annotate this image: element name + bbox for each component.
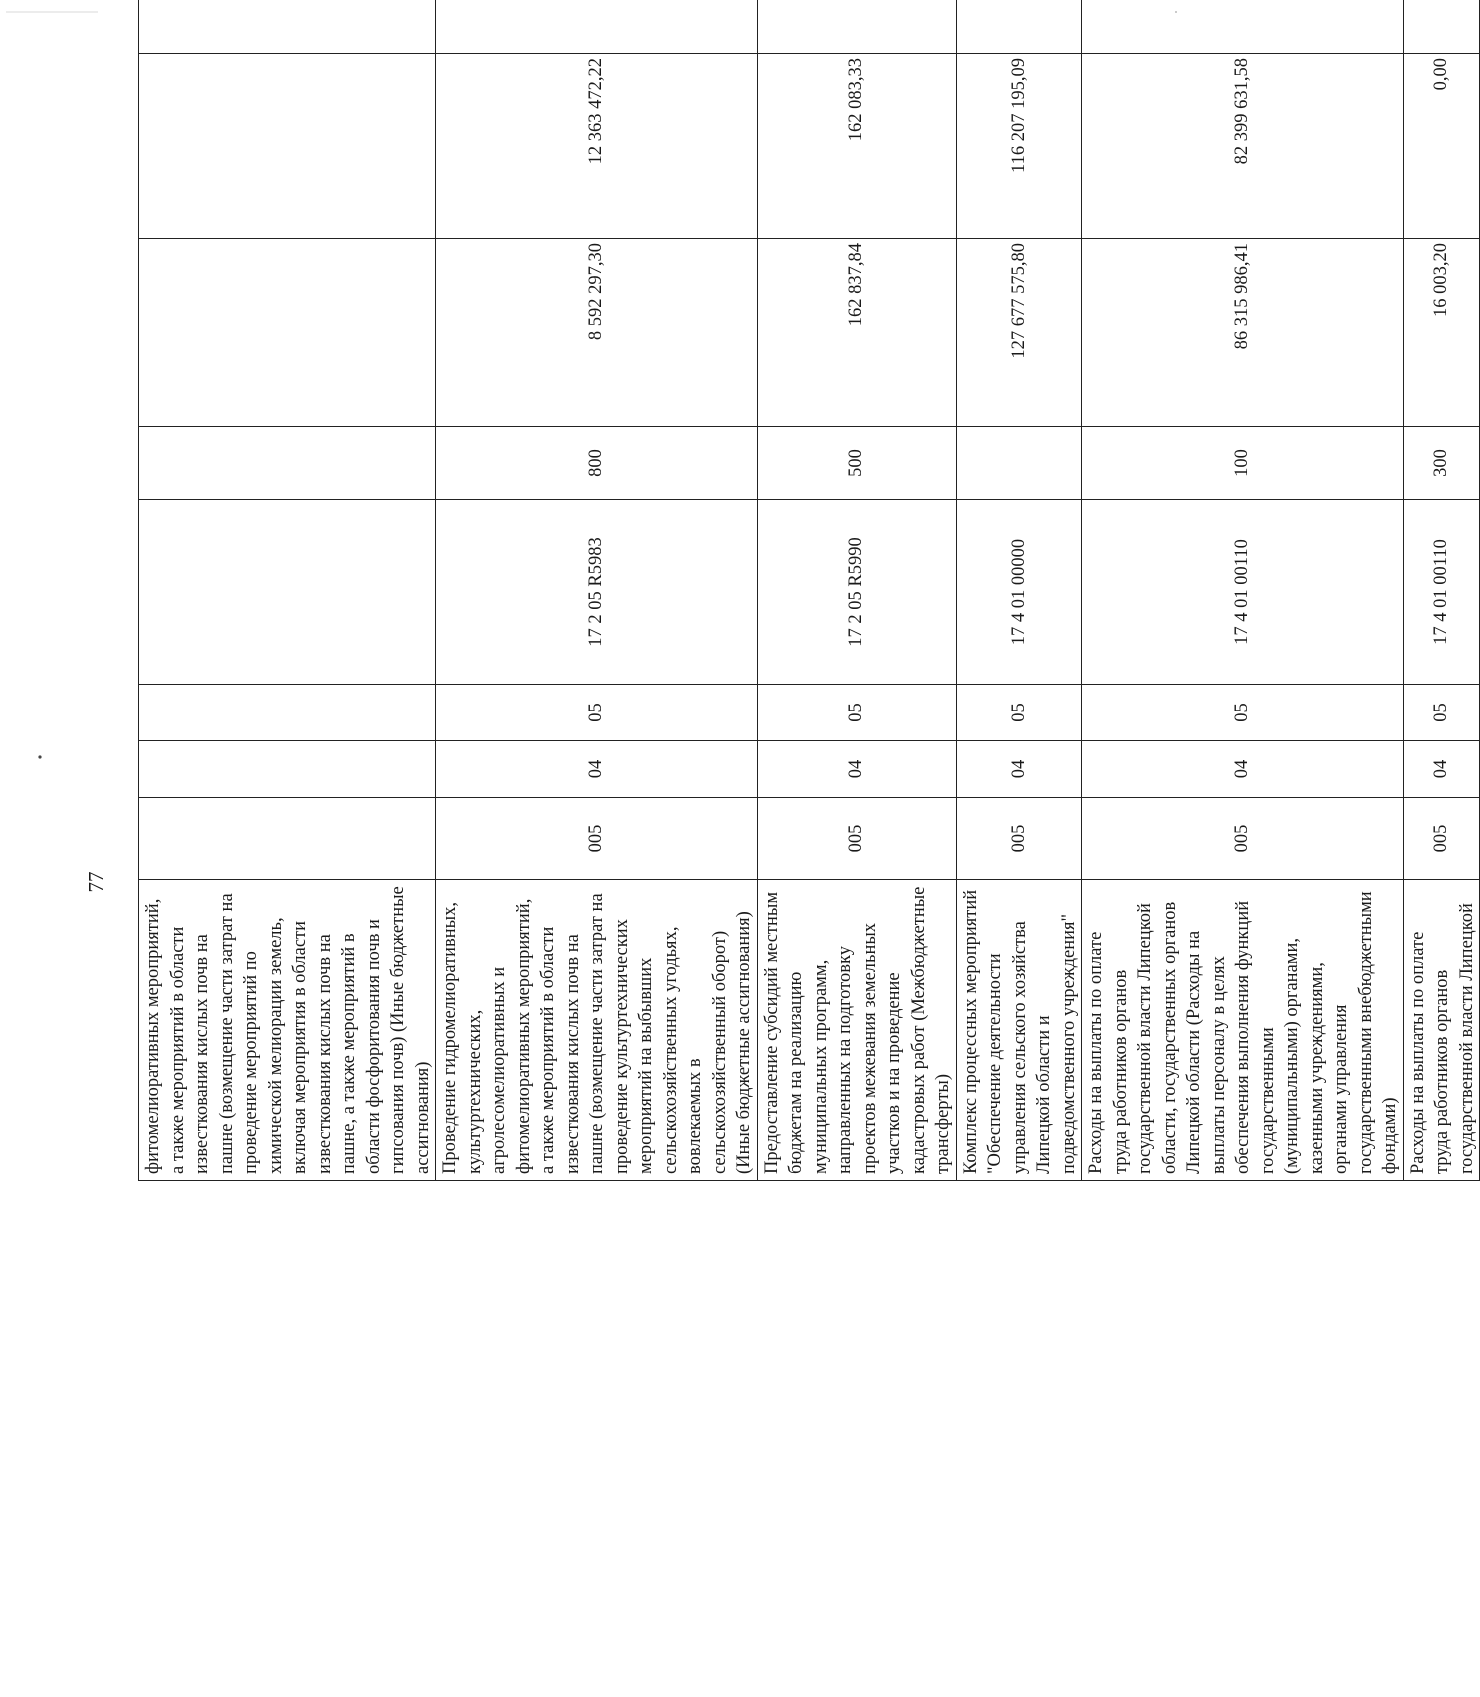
amount-year2: 82 399 631,58	[1082, 54, 1404, 239]
table-row	[436, 0, 758, 1181]
amount-year2: 12 363 472,22	[436, 54, 758, 239]
amount-year1: 162 837,84	[757, 239, 956, 427]
subsection-code: 05	[757, 685, 956, 741]
expense-type-code	[956, 427, 1082, 500]
grbs-code: 005	[436, 798, 758, 880]
section-code: 04	[1403, 741, 1480, 798]
expense-type-code: 500	[757, 427, 956, 500]
amount-year2	[139, 54, 436, 239]
amount-year1	[139, 239, 436, 427]
row-name: Расходы на выплаты по оплате труда работников органов государственной власти Липецкой	[1403, 880, 1480, 1181]
expense-type-code: 100	[1082, 427, 1404, 500]
amount-year1: 86 315 986,41	[1082, 239, 1404, 427]
table-row	[139, 0, 436, 1181]
grbs-code	[139, 798, 436, 880]
amount-year3	[1082, 0, 1404, 54]
grbs-code: 005	[956, 798, 1082, 880]
subsection-code: 05	[956, 685, 1082, 741]
subsection-code: 05	[1403, 685, 1480, 741]
section-code: 04	[956, 741, 1082, 798]
target-article-code	[139, 500, 436, 685]
amount-year3	[757, 0, 956, 54]
grbs-code: 005	[1082, 798, 1404, 880]
table-row	[956, 0, 1082, 1181]
target-article-code: 17 2 05 R5983	[436, 500, 758, 685]
expense-type-code: 300	[1403, 427, 1480, 500]
row-name: фитомелиоративных мероприятий, а также мероприятий в области известкования кислых почв на пашне (возмещение части затрат на проведение мероприятий по химической мелиорации земель, включая мероприятия в области известкования кислых почв на пашне, а также мероприятий в области фосфоритования почв и гипсования почв) (Иные бюджетные ассигнования)	[139, 880, 436, 1181]
row-name: Комплекс процессных мероприятий "Обеспечение деятельности управления сельского хозяйства Липецкой области и подведомственного учреждения"	[956, 880, 1082, 1181]
amount-year1: 127 677 575,80	[956, 239, 1082, 427]
grbs-code: 005	[1403, 798, 1480, 880]
budget-table	[138, 0, 1480, 1181]
amount-year3	[956, 0, 1082, 54]
section-code: 04	[1082, 741, 1404, 798]
row-name: Проведение гидромелиоративных, культуртехнических, агролесомелиоративных и фитомелиоративных мероприятий, а также мероприятий в области известкования кислых почв на пашне (возмещение части затрат на проведение культуртехнических мероприятий на выбывших сельскохозяйственных угодьях, вовлекаемых в сельскохозяйственный оборот) (Иные бюджетные ассигнования)	[436, 880, 758, 1181]
amount-year1: 16 003,20	[1403, 239, 1480, 427]
target-article-code: 17 2 05 R5990	[757, 500, 956, 685]
row-name: Предоставление субсидий местным бюджетам на реализацию муниципальных программ, направленных на подготовку проектов межевания земельных участков и на проведение кадастровых работ (Межбюджетные трансферты)	[757, 880, 956, 1181]
expense-type-code: 800	[436, 427, 758, 500]
grbs-code: 005	[757, 798, 956, 880]
subsection-code: 05	[1082, 685, 1404, 741]
page-number: 77	[84, 871, 108, 893]
budget-table-rotated	[138, 58, 1477, 1181]
subsection-code: 05	[436, 685, 758, 741]
amount-year2: 116 207 195,09	[956, 54, 1082, 239]
table-row	[757, 0, 956, 1181]
table-row	[1082, 0, 1404, 1181]
amount-year3	[139, 0, 436, 54]
amount-year1: 8 592 297,30	[436, 239, 758, 427]
section-code: 04	[436, 741, 758, 798]
amount-year2: 0,00	[1403, 54, 1480, 239]
target-article-code: 17 4 01 00110	[1082, 500, 1404, 685]
amount-year3	[1403, 0, 1480, 54]
row-name: Расходы на выплаты по оплате труда работников органов государственной власти Липецкой области, государственных органов Липецкой области (Расходы на выплаты персоналу в целях обеспечения выполнения функций государственными (муниципальными) органами, казенными учреждениями, органами управления государственными внебюджетными фондами)	[1082, 880, 1404, 1181]
amount-year3	[436, 0, 758, 54]
expense-type-code	[139, 427, 436, 500]
amount-year2: 162 083,33	[757, 54, 956, 239]
subsection-code	[139, 685, 436, 741]
section-code: 04	[757, 741, 956, 798]
table-row	[1403, 0, 1480, 1181]
target-article-code: 17 4 01 00000	[956, 500, 1082, 685]
section-code	[139, 741, 436, 798]
target-article-code: 17 4 01 00110	[1403, 500, 1480, 685]
